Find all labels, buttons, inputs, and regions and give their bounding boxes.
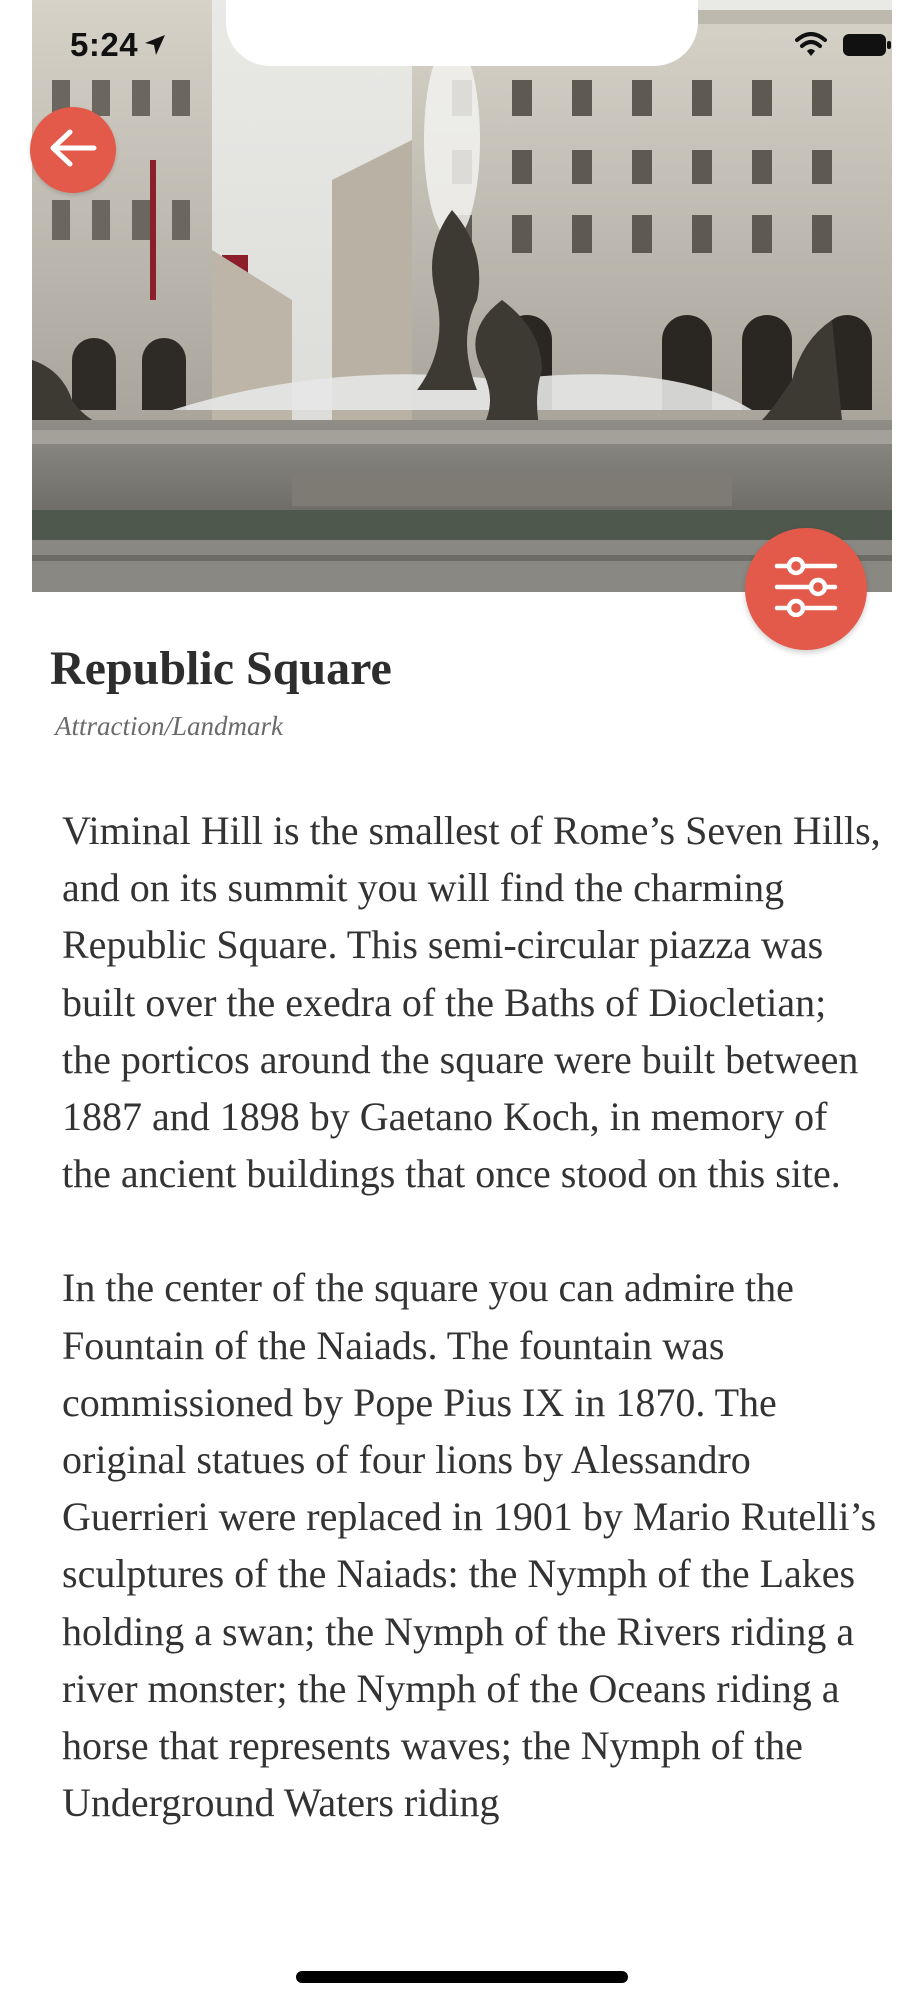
device-notch — [226, 0, 698, 66]
back-button[interactable] — [30, 107, 116, 193]
description — [62, 802, 882, 1888]
status-bar-time — [70, 26, 166, 64]
description-paragraph: In the center of the square you can admire the Fountain of the Naiads. The fountain was commissioned by Pope Pius IX in 1870. The original statues of four lions by Alessandro Guerrieri were replaced in 1901 by Mario Rutelli’s sculptures of the Naiads: the Nymph of the Lakes holding a swan; the Nymph of the Rivers riding a river monster; the Nymph of the Oceans riding a horse that represents waves; the Nymph of the Underground Waters riding — [62, 1265, 877, 1826]
status-bar-right — [794, 32, 892, 58]
status-time-text: 5:24 — [70, 26, 139, 63]
hero-image — [32, 0, 892, 592]
filter-button[interactable] — [745, 528, 867, 650]
fountain-photo — [32, 0, 892, 592]
place-category: Attraction/Landmark — [55, 711, 283, 741]
arrow-left-icon — [48, 128, 98, 173]
wifi-icon — [794, 32, 828, 58]
sliders-icon — [774, 557, 838, 622]
location-arrow-icon — [144, 34, 166, 56]
battery-icon — [842, 33, 892, 57]
home-indicator[interactable] — [296, 1971, 628, 1983]
description-paragraph: Viminal Hill is the smallest of Rome’s Seven Hills, and on its summit you will find the charming Republic Square. This semi-circular piazza was built over the exedra of the Baths of Diocletian; the porticos around the square were built between 1887 and 1898 by Gaetano Koch, in memory of the ancient buildings that once stood on this site. — [62, 808, 881, 1197]
page-title: Republic Square — [50, 642, 392, 695]
